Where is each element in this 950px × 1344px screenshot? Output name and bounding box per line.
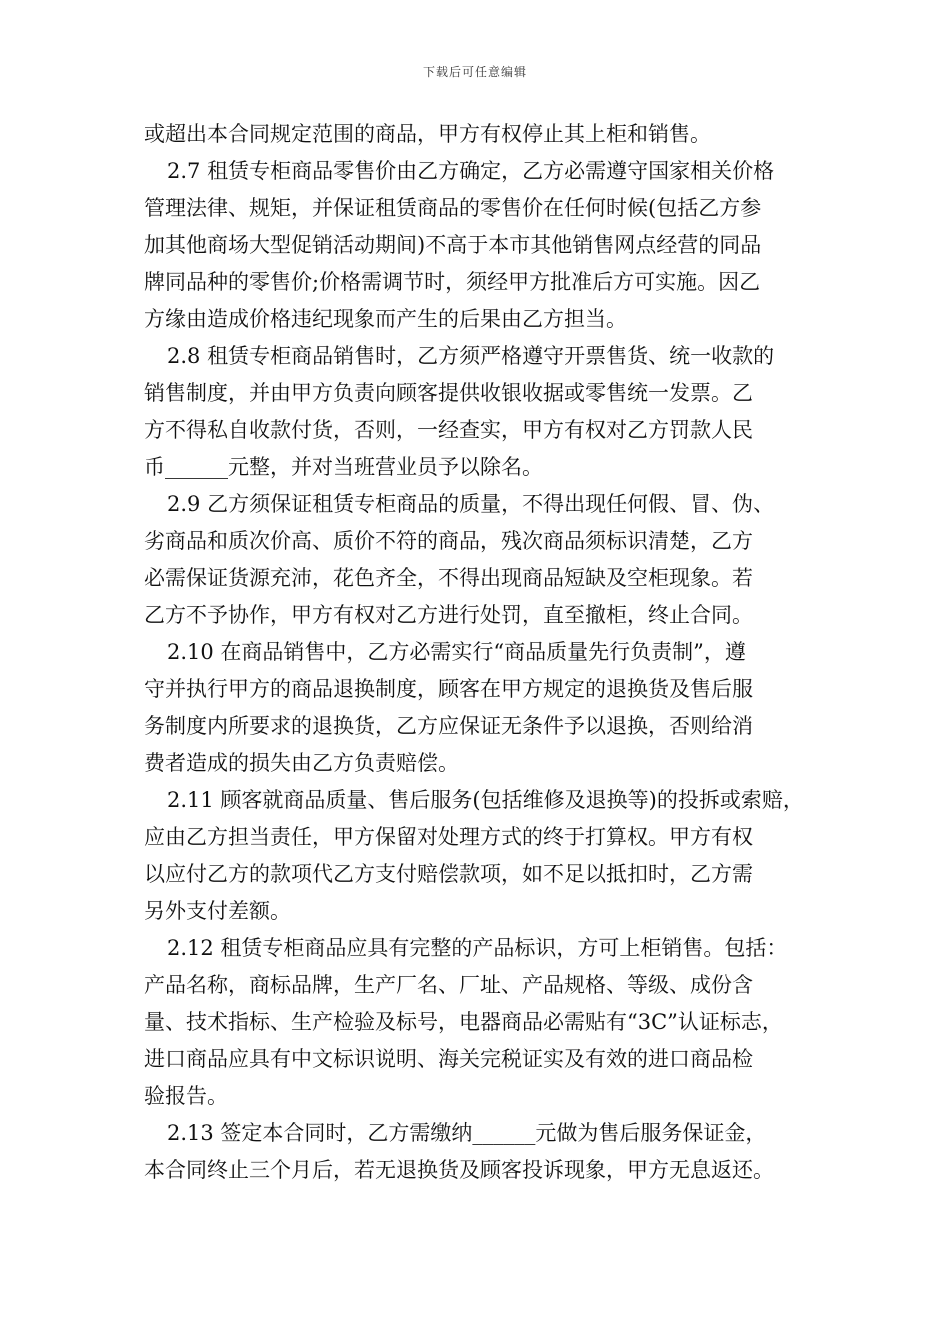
text-line: 销售制度，并由甲方负责向顾客提供收银收据或零售统一发票。乙 [144, 381, 753, 405]
text-line: 管理法律、规矩，并保证租赁商品的零售价在任何时候(包括乙方参 [144, 196, 762, 220]
paragraph-continuation [144, 116, 824, 153]
text-line: 产品名称，商标品牌，生产厂名、厂址、产品规格、等级、成份含 [144, 973, 753, 997]
text-line: 2.9 乙方须保证租赁专柜商品的质量，不得出现任何假、冒、伪、 [167, 492, 775, 516]
text-line: 必需保证货源充沛，花色齐全，不得出现商品短缺及空柜现象。若 [144, 566, 753, 590]
text-line: 牌同品种的零售价;价格需调节时，须经甲方批准后方可实施。因乙 [144, 270, 761, 294]
text-line: 2.11 顾客就商品质量、售后服务(包括维修及退换等)的投拆或索赔， [167, 788, 804, 812]
clause-2-8 [144, 338, 824, 486]
text-line: 加其他商场大型促销活动期间)不高于本市其他销售网点经营的同品 [144, 233, 762, 257]
text-line: 应由乙方担当责任，甲方保留对处理方式的终于打算权。甲方有权 [144, 825, 753, 849]
text-line: 进口商品应具有中文标识说明、海关完税证实及有效的进口商品检 [144, 1047, 753, 1071]
clause-2-7 [144, 153, 824, 338]
text-line: 另外支付差额。 [144, 899, 291, 923]
text-line: 费者造成的损失由乙方负责赔偿。 [144, 751, 459, 775]
text-line: 验报告。 [144, 1084, 228, 1108]
clause-2-9 [144, 486, 824, 634]
text-line: 2.13 签定本合同时，乙方需缴纳______元做为售后服务保证金， [167, 1121, 767, 1145]
text-line: 守并执行甲方的商品退换制度，顾客在甲方规定的退换货及售后服 [144, 677, 753, 701]
clause-2-12 [144, 930, 824, 1115]
text-line: 2.8 租赁专柜商品销售时，乙方须严格遵守开票售货、统一收款的 [167, 344, 775, 368]
text-line: 方不得私自收款付货，否则，一经查实，甲方有权对乙方罚款人民 [144, 418, 753, 442]
text-line: 2.7 租赁专柜商品零售价由乙方确定，乙方必需遵守国家相关价格 [167, 159, 775, 183]
text-line: 或超出本合同规定范围的商品，甲方有权停止其上柜和销售。 [144, 122, 711, 146]
text-line: 以应付乙方的款项代乙方支付赔偿款项，如不足以抵扣时，乙方需 [144, 862, 753, 886]
text-line: 币______元整，并对当班营业员予以除名。 [144, 455, 543, 479]
text-line: 乙方不予协作，甲方有权对乙方进行处罚，直至撤柜，终止合同。 [144, 603, 753, 627]
clause-2-11 [144, 782, 824, 930]
text-line: 务制度内所要求的退换货，乙方应保证无条件予以退换，否则给消 [144, 714, 753, 738]
document-body [144, 116, 824, 1189]
text-line: 2.10 在商品销售中，乙方必需实行“商品质量先行负责制”，遵 [167, 640, 746, 664]
text-line: 量、技术指标、生产检验及标号，电器商品必需贴有“3C”认证标志， [144, 1010, 783, 1034]
page-header: 下载后可任意编辑 [422, 65, 527, 79]
clause-2-13 [144, 1115, 824, 1189]
text-line: 方缘由造成价格违纪现象而产生的后果由乙方担当。 [144, 307, 627, 331]
clause-2-10 [144, 634, 824, 782]
text-line: 劣商品和质次价高、质价不符的商品，残次商品须标识清楚，乙方 [144, 529, 753, 553]
text-line: 2.12 租赁专柜商品应具有完整的产品标识，方可上柜销售。包括： [167, 936, 788, 960]
text-line: 本合同终止三个月后，若无退换货及顾客投诉现象，甲方无息返还。 [144, 1158, 774, 1182]
